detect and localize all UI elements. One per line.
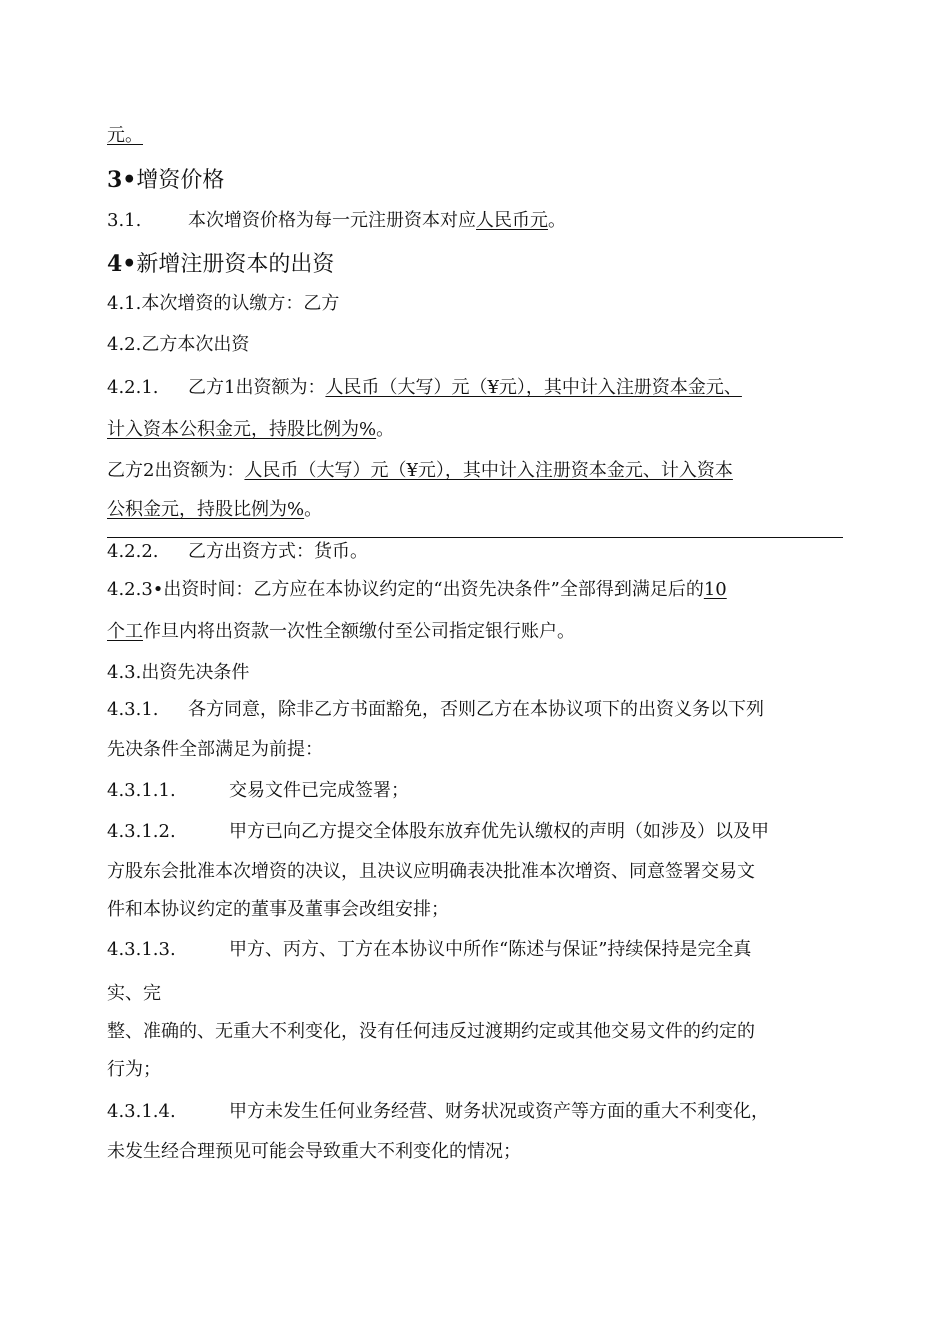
heading-text: 增资价格 bbox=[136, 168, 225, 193]
underlined-text: 元。 bbox=[107, 125, 143, 146]
clause-text-end: 。 bbox=[376, 419, 395, 440]
underlined-text: 公积金元，持股比例为% bbox=[107, 499, 305, 520]
clause-4-3-1-cont bbox=[107, 738, 323, 762]
clause-text: 整、准确的、无重大不利变化，没有任何违反过渡期约定或其他交易文件的约定的 bbox=[107, 1021, 755, 1042]
clause-4-3-1-4-cont bbox=[107, 1140, 521, 1164]
clause-4-2-1-party2-cont bbox=[107, 498, 322, 522]
clause-4-2-3 bbox=[107, 578, 727, 602]
clause-text: 各方同意，除非乙方书面豁免，否则乙方在本协议项下的出资义务以下列 bbox=[188, 699, 764, 720]
clause-text: 甲方、丙方、丁方在本协议中所作“陈述与保证”持续保持是完全真 bbox=[229, 939, 752, 960]
clause-text: 本次增资价格为每一元注册资本对应 bbox=[188, 210, 476, 231]
heading-number: 3• bbox=[107, 167, 137, 193]
clause-text-end: 。 bbox=[548, 210, 566, 231]
clause-4-2-1-cont bbox=[107, 418, 394, 442]
clause-4-2-2 bbox=[107, 540, 368, 564]
clause-4-2-1 bbox=[107, 376, 742, 400]
clause-4-2-3-cont bbox=[107, 620, 575, 644]
clause-text: 实、完 bbox=[107, 983, 161, 1004]
clause-text: 先决条件全部满足为前提： bbox=[107, 739, 323, 760]
clause-4-3-1-1 bbox=[107, 779, 409, 803]
text-line bbox=[107, 124, 143, 148]
clause-4-3-1-2-cont2 bbox=[107, 898, 449, 922]
clause-3-1 bbox=[107, 209, 566, 233]
clause-text: 交易文件已完成签署； bbox=[229, 780, 409, 801]
clause-4-3-1-2 bbox=[107, 820, 769, 844]
clause-4-3-1-3-cont3 bbox=[107, 1058, 161, 1082]
clause-4-2-1-party2 bbox=[107, 459, 733, 483]
underlined-text: 10 bbox=[703, 579, 727, 600]
clause-4-1 bbox=[107, 292, 339, 316]
clause-number: 4.3.1.4. bbox=[107, 1101, 176, 1122]
clause-4-3-1-4 bbox=[107, 1100, 769, 1124]
clause-text: 甲方未发生任何业务经营、财务状况或资产等方面的重大不利变化， bbox=[229, 1101, 769, 1122]
clause-text: 乙方1出资额为： bbox=[188, 377, 326, 398]
clause-4-3-1 bbox=[107, 698, 764, 722]
clause-text: 未发生经合理预见可能会导致重大不利变化的情况； bbox=[107, 1141, 521, 1162]
underlined-text: 计入资本公积金元，持股比例为% bbox=[107, 419, 377, 440]
underlined-text: 人民币（大写）元（¥元），其中计入注册资本金元、 bbox=[325, 377, 742, 398]
clause-text: 件和本协议约定的董事及董事会改组安排； bbox=[107, 899, 449, 920]
section-heading-3 bbox=[107, 166, 224, 195]
clause-4-3-1-3-cont1 bbox=[107, 982, 161, 1006]
clause-text: 4.2.乙方本次出资 bbox=[107, 334, 250, 355]
clause-4-3-1-2-cont1 bbox=[107, 860, 755, 884]
clause-text: 4.1.本次增资的认缴方：乙方 bbox=[107, 293, 340, 314]
horizontal-rule bbox=[107, 537, 843, 538]
clause-text: 行为； bbox=[107, 1059, 161, 1080]
heading-text: 新增注册资本的出资 bbox=[136, 252, 335, 277]
clause-4-2 bbox=[107, 333, 249, 357]
clause-text: 4.3.出资先决条件 bbox=[107, 662, 250, 683]
clause-4-3-1-3 bbox=[107, 938, 751, 962]
underlined-text: 人民币元 bbox=[476, 210, 548, 231]
clause-text: 方股东会批准本次增资的决议，且决议应明确表决批准本次增资、同意签署交易文 bbox=[107, 861, 755, 882]
clause-number: 4.3.1.1. bbox=[107, 780, 176, 801]
clause-text-end: 。 bbox=[304, 499, 323, 520]
clause-4-3-1-3-cont2 bbox=[107, 1020, 755, 1044]
underlined-text: 个工 bbox=[107, 621, 143, 642]
clause-number: 4.3.1. bbox=[107, 699, 159, 720]
clause-number: 4.2.2. bbox=[107, 541, 159, 562]
clause-number: 3.1. bbox=[107, 210, 142, 231]
clause-text: 作旦内将出资款一次性全额缴付至公司指定银行账户。 bbox=[143, 621, 575, 642]
heading-number: 4• bbox=[107, 251, 137, 277]
clause-4-3 bbox=[107, 661, 249, 685]
section-heading-4 bbox=[107, 250, 334, 279]
clause-text: 乙方2出资额为： bbox=[107, 460, 245, 481]
clause-number: 4.3.1.3. bbox=[107, 939, 176, 960]
clause-text: 4.2.3•出资时间：乙方应在本协议约定的“出资先决条件”全部得到满足后的 bbox=[107, 579, 704, 600]
underlined-text: 人民币（大写）元（¥元），其中计入注册资本金元、计入资本 bbox=[244, 460, 733, 481]
clause-text: 乙方出资方式：货币。 bbox=[188, 541, 368, 562]
clause-text: 甲方已向乙方提交全体股东放弃优先认缴权的声明（如涉及）以及甲 bbox=[229, 821, 769, 842]
clause-number: 4.2.1. bbox=[107, 377, 159, 398]
clause-number: 4.3.1.2. bbox=[107, 821, 176, 842]
